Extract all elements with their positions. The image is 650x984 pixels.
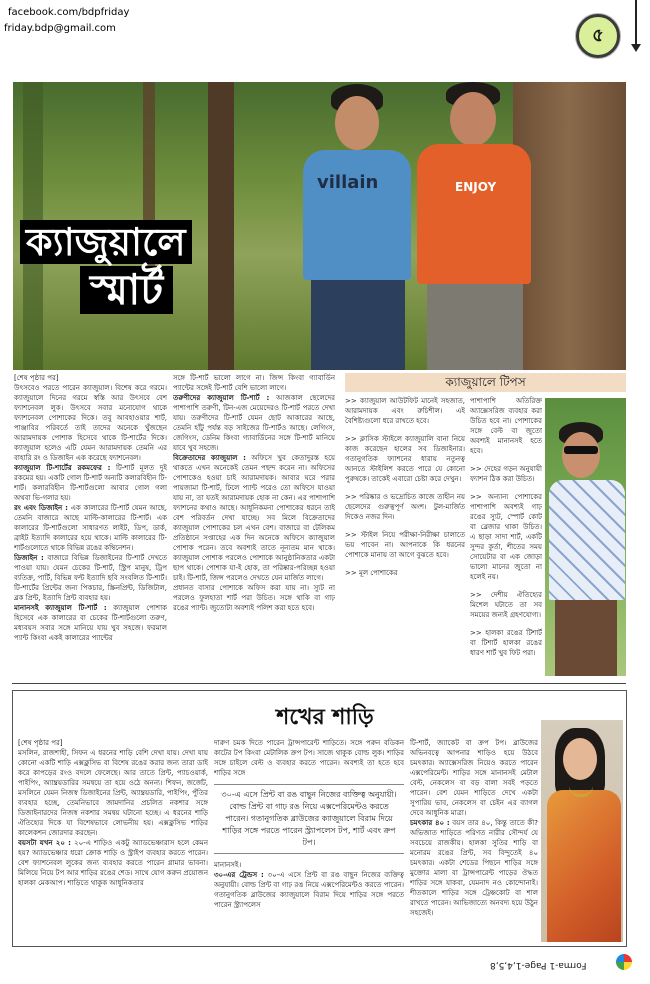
paragraph: ক্যাজুয়াল পোশাক হিসেবে এক কালারের বা চেকের টি-শার্টগুলো তরুণ, মধ্যবয়স সবার সঙ্গে মানিয়ে যায় খুব সহজে। ফরমাল প্যান্ট কিংবা একই কালারের প্যান্টের xyxy=(14,604,167,642)
paragraph: অফিসে খুব কেতাদুরস্ত হয়ে থাকতে এখন অনেকেই তেমন পছন্দ করেন না। অফিসের পোশাকেও হওয়া চাই আরামদায়ক। আবার ঘরে পরার পায়জামা টি-শার্ট, ঢিলে প্যান্ট পরেও তো অফিসে যাওয়া যায় না, তা যতই আরামদায়ক হোক না কেন। এর পাশাপাশি ফ্যাশনের কথাও আছে। আধুনিকমনা পোশাকের ধরনে তাই বেশ পরিবর্তন দেখা যাচ্ছে। সব মিলে বিক্রেতাদের ক্যাজুয়াল পোশাকের চল এখন বেশ। বাজারে বা টেলিকম প্রতিষ্ঠানে সপ্তাহের এক দিন অনেকে অফিসে ক্যাজুয়াল পোশাক পরেন। তবে অবশ্যই তাতে নূন্যতম মান থাকে। ক্যাজুয়াল পোশাক পরলেও পোশাকে আনুষ্ঠানিকতার একটা ছাপ থাকে। পোশাক যা-ই হোক, তা পরিষ্কার-পরিচ্ছন্ন হওয়া চাই। টি-শার্ট, জিন্স পরলেও দেখতে যেন মার্জিত লাগে। xyxy=(173,454,335,582)
paragraph: ৩০-এ এসে প্রিন্ট বা রঙ বাছুন নিজের ব্যক্তিত্ব অনুযায়ী। বোল্ড প্রিন্ট বা গাঢ় রঙ নিয়ে এক্সপেরিমেন্টও করতে পারেন। গতানুগতিক ব্লাউজের ক্যাজুয়ালে বিরাম দিয়ে শাড়ির সঙ্গে পরতে পারেন স্ট্র্যাপলেস xyxy=(214,871,404,909)
tip-item: >> দেহের গড়ন অনুযায়ী ফ্যাশন ঠিক করা উচিত। xyxy=(470,465,542,483)
subheading: রং এবং ডিজাইন : xyxy=(14,504,68,512)
subheading: চমৎকার ৪০ : xyxy=(410,819,450,827)
article1-col1 xyxy=(14,373,167,673)
arrow-head-icon xyxy=(631,44,641,52)
subheading: ৩০-এর ট্রেন্ডস : xyxy=(214,871,264,879)
tip-item: >> ক্যাজুয়াল আউটফিট মানেই সহজাত, আরামদায়ক এবং রুচিশীল। এই বৈশিষ্ট্যগুলো ধরে রাখতে হবে। xyxy=(345,397,465,425)
blue-jeans xyxy=(311,280,405,370)
model-face xyxy=(563,738,597,780)
pull-quote xyxy=(214,784,404,854)
section-divider xyxy=(12,683,626,684)
article2-col3 xyxy=(410,738,538,942)
floral-shirt xyxy=(549,480,625,600)
article2-col2 xyxy=(214,738,404,942)
tip-item: >> পরিষ্কার ও ভদ্রোচিত কাজে তাহীন নয় ছেলেদের গুরুত্বপূর্ণ অংশ। টুল-মার্জিত দিকেও নজর দিন। xyxy=(345,493,465,521)
tip-item: >> অন্যান্য পোশাকের পাশাপাশি অবশ্যই গাঢ় রঙের স্যুট, স্পোর্ট কোট বা ব্লেজার থাকা উচিত। এ ছাড়া সাদা শার্ট, একটি সুন্দর কুর্তা, শীতের সময় সোয়েটার বা এক জোড়া ভালো মানের জুতো না হলেই নয়। xyxy=(470,493,542,581)
sunglasses-icon xyxy=(564,446,598,454)
tip-item: >> দেশীয় ঐতিহ্যের মিশেল ঘটাতে তা সব সময়ের জন্যই গ্রহণযোগ্য। xyxy=(470,591,542,619)
paragraph: টি-শার্ট মূলত দুই রকমের হয়। একটি গোল টি-শার্ট অন্যটি কলারবিহীন টি-শার্ট। কলারবিহীন টি-শার্টগুলো আবার গোল গলা অথবা ভি-গলার হয়। xyxy=(14,464,167,502)
blue-tshirt xyxy=(303,150,411,280)
registration-mark-icon xyxy=(616,954,632,970)
page-badge xyxy=(576,14,620,58)
man-face xyxy=(335,96,379,150)
saree-drape xyxy=(547,790,621,942)
shirt-print: villain xyxy=(317,172,379,193)
tip-item: >> ক্লাসিক স্টাইলে ক্যাজুয়ালি বানা নিয়ে কাজ করেছেন হালের সব ডিজাইনার। গতানুগতিক ফ্যাশনের ধারায় নতুনত্ব আনতে স্টাইলিশ করতে পারে যে কোনো পুরুষকে। তাকেই এবারো চেষ্টা করে দেখুন। xyxy=(345,435,465,483)
continued-label: [শেষ পৃষ্ঠার পর] xyxy=(18,739,63,747)
banner-title-line1: ক্যাজুয়ালে xyxy=(20,220,192,264)
orange-tshirt xyxy=(417,144,531,284)
paragraph: উৎসবেও পরতে পারেন ক্যাজুয়াল। বিশেষ করে গরমে। ক্যাজুয়ালে দিনের গরমে স্বস্তি আর উৎসবে বেশ ফ্যাশনেবল লুক। উৎসবে সবার মনোযোগ থাকে ফ্যাশনেবল পোশাকের দিকে। তবু আবহাওয়ার শার্ট, পাঞ্জাবির পরিবর্তে তাই তাদের অনেকে খুঁজছেন আরামদায়ক পোশাক হিসেবে থাকে টি-শার্টের দিকে। ক্যাজুয়াল হলেও এটি যেমন আরামদায়ক তেমনি এর বাহারি রং ও ডিজাইন এক করেছে ফ্যাশনেবল। xyxy=(14,384,167,462)
tips-col2 xyxy=(470,396,542,674)
paragraph: এক কালারের টি-শার্ট যেমন আছে, তেমনি বাজারে আছে মাল্টি-কালারের টি-শার্ট। এক কালারের টি-শার্টগুলো সাধারণত লাইট, ডিপ, ডার্ক, ব্রাইট ইত্যাদি কালারের হয়ে থাকে। মাল্টি কালারের টি-শার্টগুলোতে থাকে বিভিন্ন রঙের কম্বিনেশন। xyxy=(14,504,167,552)
grey-pants xyxy=(427,284,523,370)
article2-title: শখের শাড়ি xyxy=(276,705,374,730)
print-code: Forma-1 Page-1,4,5,8 xyxy=(490,960,587,970)
man-face xyxy=(450,92,496,146)
pull-quote-text: ৩০-এ এসে প্রিন্ট বা রঙ বাছুন নিজের ব্যক্তিত্ব অনুযায়ী। বোল্ড প্রিন্ট বা গাঢ় রঙ নিয়ে এক্সপেরিমেন্টও করতে পারেন। গতানুগতিক ব্লাউজের ক্যাজুয়ালে বিরাম দিয়ে শাড়ির সঙ্গে পরতে পারেন স্ট্র্যাপলেস টপ, শার্ট এবং ক্রপ টপ। xyxy=(221,790,397,847)
facebook-link[interactable]: facebook.com/bdpfriday xyxy=(8,7,130,18)
continued-label: [শেষ পৃষ্ঠার পর] xyxy=(14,374,59,382)
model-face xyxy=(562,432,600,478)
paragraph: বয়স তার ৪০, কিন্তু তাতে কী? অভিজাত শাড়িতে পরিণত নারীর সৌন্দর্য যে সবচেয়ে রাজকীয়। হালকা সুতির শাড়ি বা মনোরম রঙের প্রিন্ট, সব বিন্দুতেই ৪০ চমৎকার। একটা শেডের পিছনে শাড়ির সঙ্গে মুক্তোর মালা বা ট্রান্সপারেন্ট পাড়ের ঔদ্ধত শাড়ির সঙ্গে যাকবা, যেমনাদ নও কোন্দোনাই। শীতকালে শাড়ির সঙ্গে ট্রেঞ্চকোট বা শাল রাখতে পারেন। আভিজাত্যে অনবদ্য হয়ে উঠুন সহজেই। xyxy=(410,819,538,917)
tips-col1 xyxy=(345,396,465,674)
article2-col1 xyxy=(18,738,208,942)
page-number: ৫ xyxy=(592,24,604,46)
tip-item: পাশাপাশি অতিরিক্ত অ্যাক্সেসরিজ ব্যবহার করা উচিত হবে না। পোশাকের সঙ্গে বেল্ট বা জুতো অবশ্যই মানানসই হতে হবে। xyxy=(470,397,542,455)
paragraph: মানানসই। xyxy=(214,861,242,869)
paragraph: টি-শার্ট, জ্যাকেট বা ক্রপ টপ। ব্লাউজের অভিনবত্বে আপনার শাড়িও হয়ে উঠবে চমৎকার। অ্যাক্সেসরিজ নিয়েও করতে পারেন এক্সপেরিমেন্ট। শাড়ির সঙ্গে মানানসই মেটাল বেল্ট, নেকলেস বা বড় বালা সবই পড়তে পারেন। বেশ যেমন শাড়িতে দেখে একটা সুপারিয় ভাব, নেকলেস বা চেইন এর ব্যাগল দেবে আধুনিক মাত্রা। xyxy=(410,739,538,817)
banner-title-line2: স্মার্ট xyxy=(80,266,173,314)
banner-title xyxy=(20,220,270,314)
shirt-print: ENJOY xyxy=(455,180,497,194)
header xyxy=(0,0,650,62)
arrow-down-icon xyxy=(635,0,637,48)
paragraph: প্রধানত বাসার পোশাকে অফিস করা যায় না। স্যুট না পরলেও ফুলহাতা শার্ট পরা উচিত। সঙ্গে থাকি বা গাঢ় রঙের প্যান্ট। জুতোটা অবশ্যই পলিশ করা হতে হবে। xyxy=(173,584,335,612)
paragraph: বাজারে বিভিন্ন ডিজাইনের টি-শার্ট দেখতে পাওয়া যায়। যেমন চেকের টি-শার্ট, স্ট্রিপ মানুষ, ট্রিপ ব্যতিক্র, পার্টি, বিভিন্ন ফন্ট ইত্যাদি ছবি সংবলিত টি-শার্ট। টি-শার্টের প্রিন্টের জন্য পিকচার, স্ক্রিনপ্রিন্ট, ডিজিটাল, ব্লক প্রিন্ট, ইত্যাদি প্রিন্ট ব্যবহার হয়। xyxy=(14,554,167,602)
tip-item: >> মূল পোশাকের xyxy=(345,569,398,577)
email-link[interactable]: friday.bdp@gmail.com xyxy=(4,23,116,34)
subheading: মানানসই ক্যাজুয়াল টি-শার্ট : xyxy=(14,604,107,612)
tips-title: ক্যাজুয়ালে টিপস xyxy=(345,373,626,392)
paragraph: দারুণ চমক দিতে পারেন ট্রান্সপারেন্ট শাড়িতে। সঙ্গে পরুন বডিকন কাটের টপ কিংবা মেটালিক ক্রপ টপ। সাজে থাকুক বোল্ড লুক। শাড়ির সঙ্গে চাইলে বেল্ট ও ব্যবহার করতে পারেন। অবশ্যই তা হতে হবে শাড়ির সঙ্গে xyxy=(214,739,404,777)
tip-item: >> স্টাইল নিয়ে পরীক্ষা-নিরীক্ষা চালাতে ভয় পাবেন না। আপনাকে কি ধরনের পোশাকে মানায় তা আগে বুঝতে হবে। xyxy=(345,531,465,559)
pants xyxy=(555,600,617,676)
paragraph: সঙ্গে টি-শার্ট ভালো লাগে না। জিন্স কিংবা গ্যাবার্ডিন প্যান্টের সঙ্গেই টি-শার্ট বেশি ভালো লাগে। xyxy=(173,374,335,392)
subheading: বয়সটা যখন ২০ : xyxy=(18,839,71,847)
tips-model-photo xyxy=(545,398,626,676)
tip-item: >> হালকা রঙের টিশার্ট বা টিশার্ট হালকা রঙের ধারণ শার্ট খুব ফিট পরা। xyxy=(470,629,542,657)
subheading: ডিজাইন : xyxy=(14,554,44,562)
subheading: ক্যাজুয়াল টি-শার্টের রকমফের : xyxy=(14,464,111,472)
subheading: বিক্রেতাদের ক্যাজুয়াল : xyxy=(173,454,246,462)
saree-model-photo xyxy=(541,720,623,942)
article1-col2 xyxy=(173,373,335,673)
subheading: তরুণীদের ক্যাজুয়াল টি-শার্ট : xyxy=(173,394,270,402)
paragraph: ২০-এ শাড়িও একটু অ্যাডভেঞ্চারাস হলে কেমন হয়? অ্যাডভেঞ্চার ধরো ক্রোক শাড়ি ও স্ট্রাইপ ব্যবহার করতে পারেন। বেশ ফ্যাশনেবল লুকের জন্য ব্যবহার করতে পারেন গ্লামার ভাবনা। মিলিয়ে নিয়ে টপ আর শাড়ির রঙের শেড। সাথে যোগ করুন প্রয়োজন হালকা মেকআপ। শাড়িতে থাকুক আধুনিকতার xyxy=(18,839,208,887)
paragraph: মসলিন, রাজশাহী, সিফন এ ধরনের শাড়ি বেশি দেখা যায়। দেখা যায় কোনো একটি শাড়ি এক্সক্লুসিভ বা বিশেষ রঙের করার জন্য তারা ডাই করে কাপড়ের রংও বদলে ফেলেছে। আর তাতে প্রিন্ট, প্যাচওয়ার্ক, পাইপিং, অ্যাম্ব্রয়ডারির সমন্বয়ে তা হয়ে ওঠে অনন্য। শিফন, জর্জেট, মসলিনে যেমন নিজস্ব ডিজাইনের প্রিন্ট, অ্যাম্ব্রয়ডারি, পাইপিং, পুঁতির ব্যবহার হচ্ছে, তেমনিভাবে জামদানির প্রচলিত নকশার সঙ্গে ডিজাইনারদের নিজস্ব নকশার সমন্বয় ঘটানো হচ্ছে। এ ধরনের শাড়ি ঐতিহ্যের দিকে যা বিশেষভাবে লোভনীয় হয়। এক্সক্লুসিভ শাড়ির কালেকশন জোরদার করছেন। xyxy=(18,749,208,837)
paragraph: আজকাল ছেলেদের পাশাপাশি তরুণী, টিন-এজ মেয়েদেরও টি-শার্ট পরতে দেখা যায়। তরুণীদের টি-শার্ট যেমন ছোট আকারের আছে, তেমনি হাঁটু পর্যন্ত বড় সাইজের টি-শার্টও আছে। লেগিংস, জেগিংস, ডেনিম কিংবা গ্যাবার্ডিনের সঙ্গে টি-শার্ট মানিয়ে যাবে খুব সহজে। xyxy=(173,394,335,452)
